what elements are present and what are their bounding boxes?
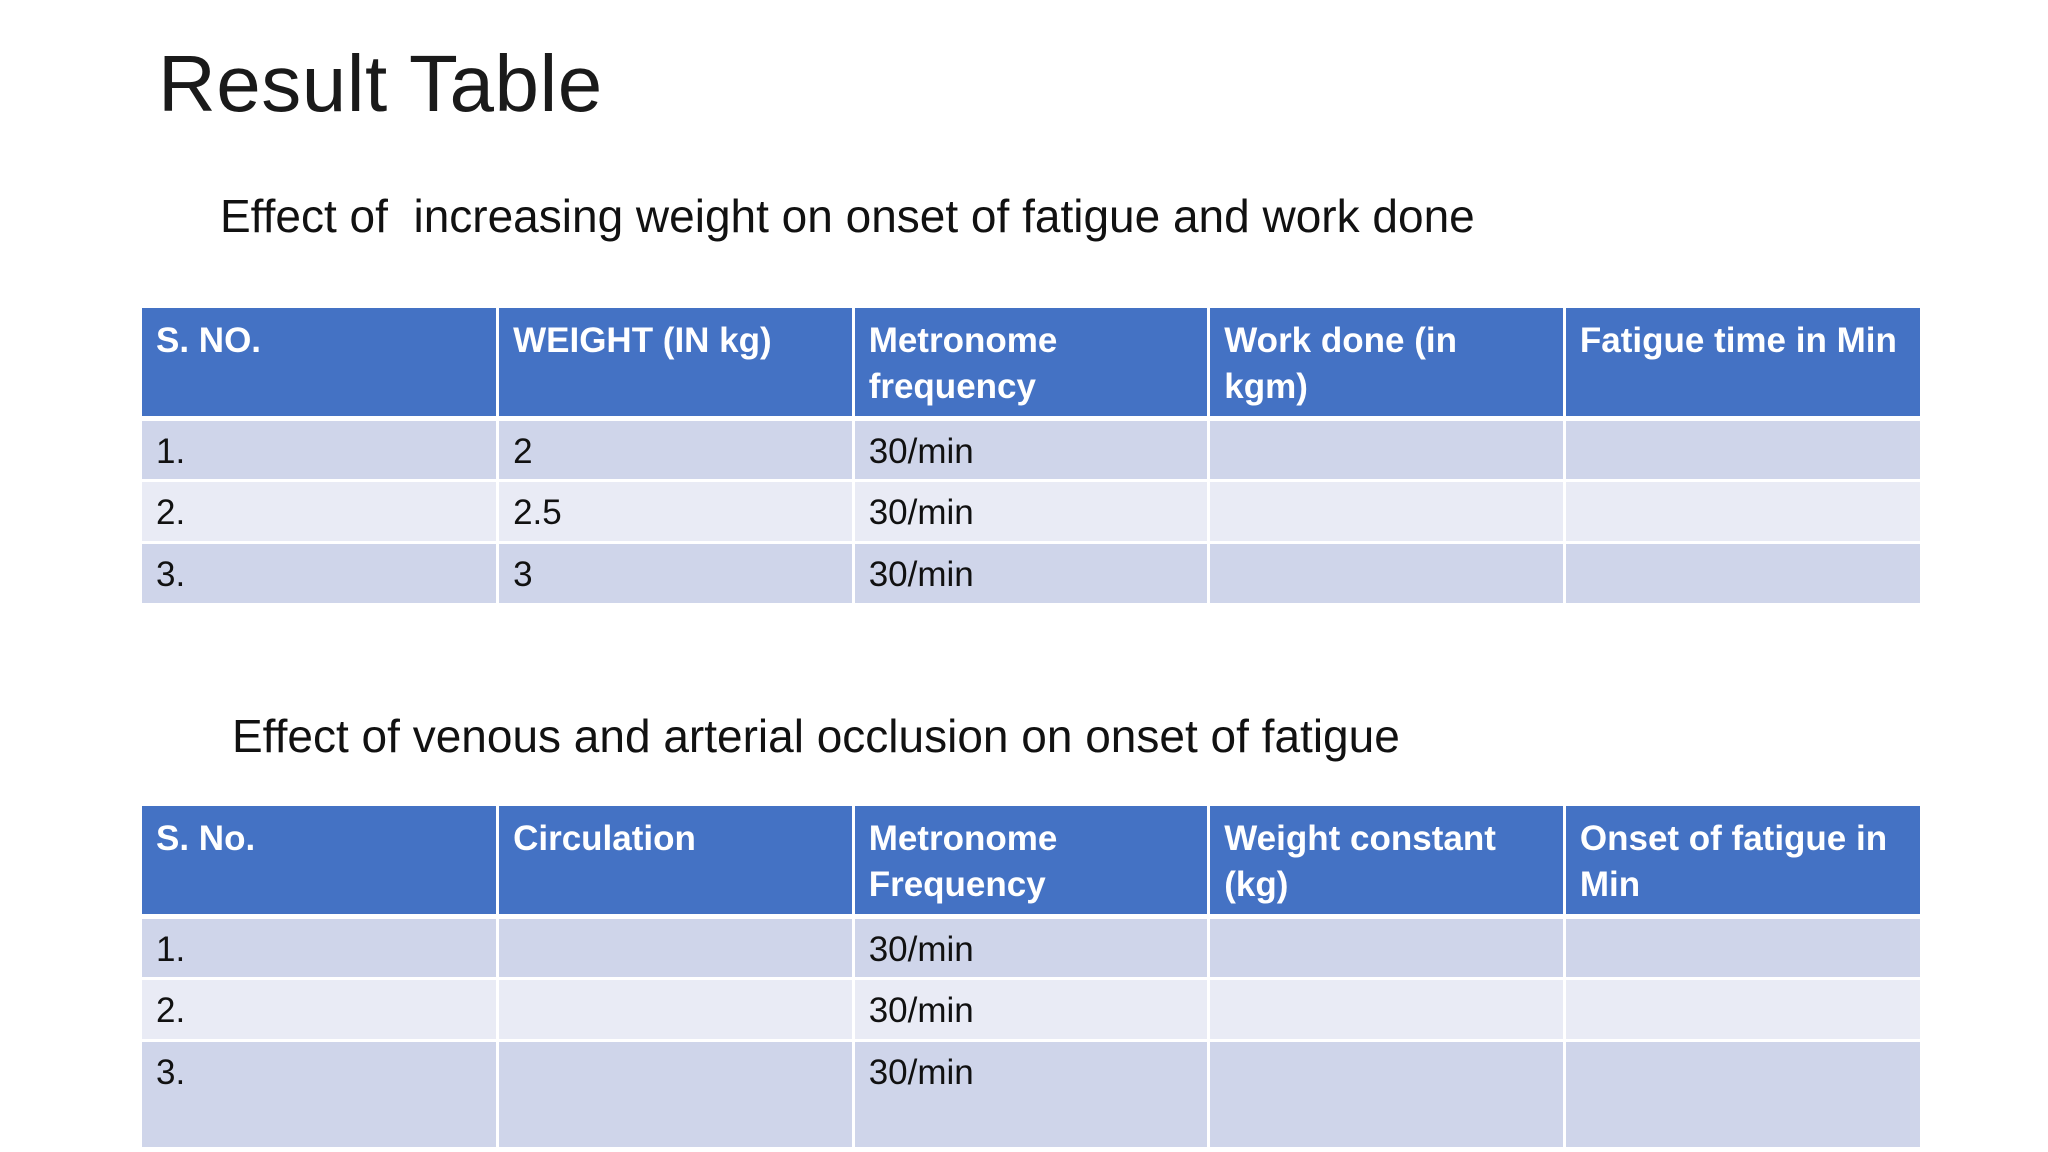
table-cell: 1.	[142, 917, 498, 979]
table-cell: 30/min	[853, 543, 1209, 605]
table-cell: 30/min	[853, 481, 1209, 543]
table-cell: 30/min	[853, 917, 1209, 979]
header-serial-no: S. NO.	[142, 308, 498, 419]
table-cell	[1209, 917, 1565, 979]
header-serial-no: S. No.	[142, 806, 498, 917]
header-weight-constant: Weight constant (kg)	[1209, 806, 1565, 917]
table-cell	[1564, 979, 1920, 1041]
header-work-done: Work done (in kgm)	[1209, 308, 1565, 419]
slide-title: Result Table	[158, 39, 603, 128]
header-circulation: Circulation	[498, 806, 854, 917]
table-row	[142, 543, 1920, 605]
table-cell	[1564, 419, 1920, 481]
table-cell: 30/min	[853, 419, 1209, 481]
table-cell	[1209, 979, 1565, 1041]
table-cell: 30/min	[853, 1041, 1209, 1149]
table-row	[142, 481, 1920, 543]
table-cell	[498, 979, 854, 1041]
header-metronome-frequency: Metronome frequency	[853, 308, 1209, 419]
table-cell: 1.	[142, 419, 498, 481]
table-cell	[1564, 1041, 1920, 1149]
table-cell	[1209, 1041, 1565, 1149]
table-cell: 3.	[142, 543, 498, 605]
header-weight: WEIGHT (IN kg)	[498, 308, 854, 419]
table-cell	[1564, 481, 1920, 543]
table-row	[142, 1041, 1920, 1149]
table-row	[142, 419, 1920, 481]
table-cell	[1564, 917, 1920, 979]
table-row	[142, 979, 1920, 1041]
header-onset-of-fatigue: Onset of fatigue in Min	[1564, 806, 1920, 917]
table-cell	[1209, 481, 1565, 543]
occlusion-fatigue-table	[142, 806, 1920, 1150]
table-cell: 3	[498, 543, 854, 605]
table-cell	[498, 1041, 854, 1149]
table-cell: 30/min	[853, 979, 1209, 1041]
table-header-row	[142, 806, 1920, 917]
table-cell: 3.	[142, 1041, 498, 1149]
header-fatigue-time: Fatigue time in Min	[1564, 308, 1920, 419]
weight-fatigue-table	[142, 308, 1920, 606]
table-cell	[1209, 419, 1565, 481]
header-metronome-frequency: Metronome Frequency	[853, 806, 1209, 917]
table-row	[142, 917, 1920, 979]
table-cell: 2	[498, 419, 854, 481]
table-cell: 2.	[142, 979, 498, 1041]
table-cell	[1564, 543, 1920, 605]
table-cell	[1209, 543, 1565, 605]
table-cell	[498, 917, 854, 979]
table-header-row	[142, 308, 1920, 419]
section1-heading: Effect of increasing weight on onset of fatigue and work done	[220, 190, 1475, 242]
table-cell: 2.	[142, 481, 498, 543]
section2-heading: Effect of venous and arterial occlusion on onset of fatigue	[232, 710, 1400, 762]
table-cell: 2.5	[498, 481, 854, 543]
